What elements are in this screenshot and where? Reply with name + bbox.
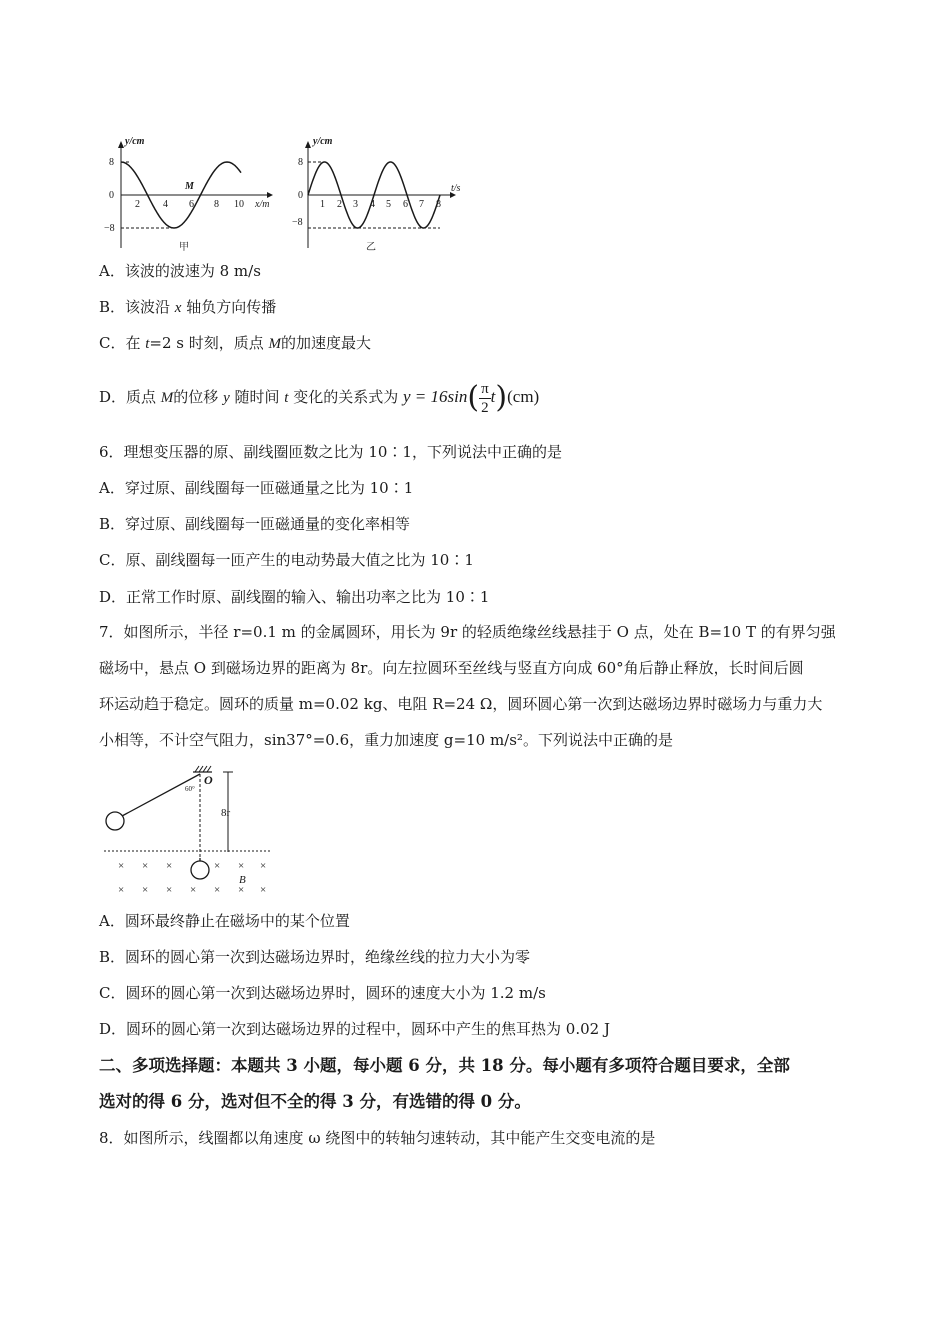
q6-stem: 6．理想变压器的原、副线圈匝数之比为 10∶1，下列说法中正确的是 — [99, 443, 562, 461]
x-tick-2-jia: 2 — [135, 199, 140, 210]
x-tick-3-yi: 3 — [353, 199, 358, 210]
q7-stem-line4: 小相等，不计空气阻力，sin37°=0.6，重力加速度 g=10 m/s²。下列说法中正确的是 — [99, 731, 673, 749]
distance-label: 8r — [221, 807, 231, 819]
field-mark: × — [238, 884, 245, 896]
field-mark: × — [166, 860, 173, 872]
field-b-label: B — [239, 874, 246, 886]
point-o-label: O — [204, 773, 213, 787]
q5-option-a: A．该波的波速为 8 m/s — [99, 262, 261, 280]
x-tick-8-jia: 8 — [214, 199, 219, 210]
section-2-heading-line1: 二、多项选择题：本题共 3 小题，每小题 6 分，共 18 分。每小题有多项符合题目要求，全部 — [99, 1056, 790, 1075]
field-mark: × — [118, 884, 125, 896]
field-mark: × — [166, 884, 173, 896]
x-tick-8-yi: 8 — [436, 199, 441, 210]
formula-fraction: $\frac{\pi}{2}$ — [481, 380, 489, 416]
field-mark: × — [214, 884, 221, 896]
x-tick-2-yi: 2 — [337, 199, 342, 210]
q7-option-d: D．圆环的圆心第一次到达磁场边界的过程中，圆环中产生的焦耳热为 0.02 J — [99, 1020, 610, 1038]
y-tick-8-jia: 8 — [109, 157, 114, 168]
x-tick-7-yi: 7 — [419, 199, 424, 210]
field-mark: × — [238, 860, 245, 872]
wave-graph-jia — [104, 136, 273, 253]
ring-left — [106, 812, 124, 830]
field-mark: × — [260, 860, 267, 872]
q7-stem-line3: 环运动趋于稳定。圆环的质量 m=0.02 kg、电阻 R=24 Ω，圆环圆心第一次到达磁场边界时磁场力与重力大 — [99, 695, 823, 713]
angle-label: 60° — [185, 785, 195, 793]
q6-option-a: A．穿过原、副线圈每一匝磁通量之比为 10∶1 — [99, 479, 414, 497]
q7-option-a: A．圆环最终静止在磁场中的某个位置 — [99, 912, 350, 930]
point-m-label: M — [185, 181, 194, 192]
y-tick-0-yi: 0 — [298, 190, 303, 201]
caption-jia: 甲 — [179, 242, 189, 253]
x-tick-5-yi: 5 — [386, 199, 391, 210]
q5-option-c: C．在 t=2 s 时刻，质点 M的加速度最大 — [99, 334, 372, 352]
field-mark: × — [214, 860, 221, 872]
ring-at-boundary — [191, 861, 209, 879]
y-tick-neg8-yi: −8 — [292, 217, 303, 228]
y-tick-0-jia: 0 — [109, 190, 114, 201]
formula-unit: (cm) — [507, 387, 540, 406]
y-axis-label-jia: y/cm — [125, 136, 145, 147]
formula-lhs: y = 16sin — [403, 387, 468, 406]
x-axis-label-jia: x/m — [255, 199, 270, 210]
q7-option-b: B．圆环的圆心第一次到达磁场边界时，绝缘丝线的拉力大小为零 — [99, 948, 531, 966]
x-axis-label-yi: t/s — [451, 183, 461, 194]
x-tick-6-yi: 6 — [403, 199, 408, 210]
y-tick-8-yi: 8 — [298, 157, 303, 168]
y-axis-label-yi: y/cm — [313, 136, 333, 147]
field-mark: × — [190, 884, 197, 896]
field-mark: × — [118, 860, 125, 872]
q7-stem-line2: 磁场中，悬点 O 到磁场边界的距离为 8r。向左拉圆环至丝线与竖直方向成 60°角后静止释放，长时间后圆 — [99, 659, 804, 677]
field-mark: × — [260, 884, 267, 896]
q5-option-b: B．该波沿 x 轴负方向传播 — [99, 298, 277, 316]
q6-option-c: C．原、副线圈每一匝产生的电动势最大值之比为 10∶1 — [99, 551, 474, 569]
q7-option-c: C．圆环的圆心第一次到达磁场边界时，圆环的速度大小为 1.2 m/s — [99, 984, 546, 1002]
q8-stem: 8．如图所示，线圈都以角速度 ω 绕图中的转轴匀速转动，其中能产生交变电流的是 — [99, 1129, 656, 1147]
section-2-heading-line2: 选对的得 6 分，选对但不全的得 3 分，有选错的得 0 分。 — [99, 1092, 531, 1111]
pendulum-figure — [100, 762, 275, 902]
field-mark: × — [142, 884, 149, 896]
q7-stem-line1: 7．如图所示，半径 r=0.1 m 的金属圆环，用长为 9r 的轻质绝缘丝线悬挂于 O 点，处在 B=10 T 的有界匀强 — [99, 623, 836, 641]
q6-option-d: D．正常工作时原、副线圈的输入、输出功率之比为 10∶1 — [99, 588, 490, 606]
field-mark: × — [142, 860, 149, 872]
x-tick-10-jia: 10 — [234, 199, 244, 210]
y-tick-neg8-jia: −8 — [104, 223, 115, 234]
x-tick-4-yi: 4 — [370, 199, 375, 210]
q6-option-b: B．穿过原、副线圈每一匝磁通量的变化率相等 — [99, 515, 411, 533]
wave-figures — [95, 130, 465, 255]
x-tick-1-yi: 1 — [320, 199, 325, 210]
caption-yi: 乙 — [366, 242, 376, 253]
x-tick-6-jia: 6 — [189, 199, 194, 210]
wave-graph-yi — [292, 136, 461, 253]
q5-option-d: D．质点 M的位移 y 随时间 t 变化的关系式为 y = 16sin( $\frac{\pi}{2}$ t)(cm) — [99, 380, 540, 416]
x-tick-4-jia: 4 — [163, 199, 168, 210]
